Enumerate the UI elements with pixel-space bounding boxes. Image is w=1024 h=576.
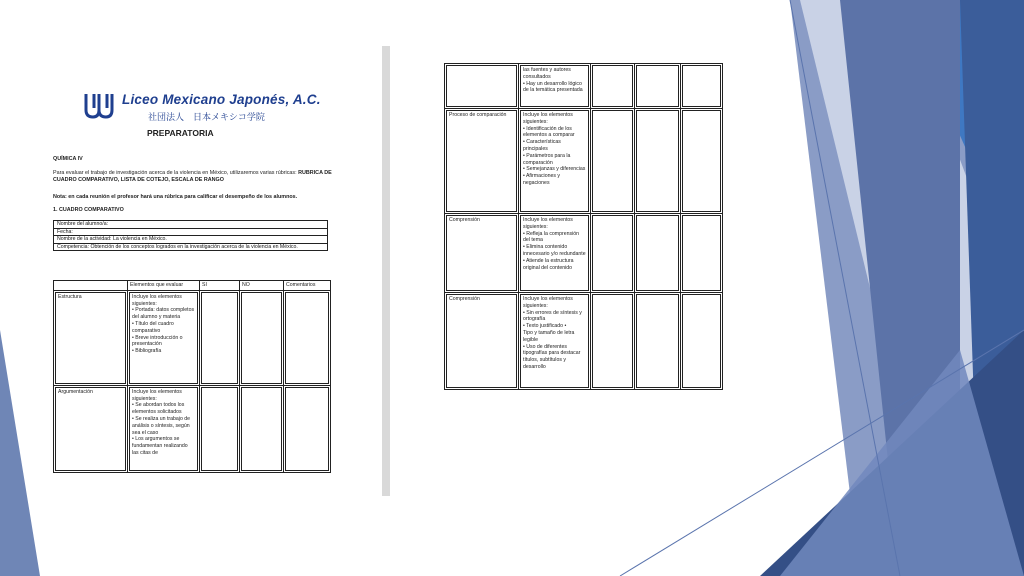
element-line: • Elimina contenido innecesario y/o redundante: [523, 244, 586, 257]
rubric-table-right: [444, 63, 723, 390]
criterion-cell: Comprensión: [446, 215, 517, 291]
school-logo-icon: [84, 90, 114, 120]
right-bright-shard: [900, 0, 1024, 280]
element-line: • Bibliografía: [132, 348, 162, 355]
info-row: Nombre de la actividad: La violencia en México.: [54, 236, 328, 244]
thin-diagonal-line-2: [790, 0, 900, 576]
element-line: • Sin errores de síntesis y ortografía: [523, 309, 582, 323]
subject-title: QUÍMICA IV: [53, 156, 83, 162]
elements-cell: [520, 215, 589, 291]
school-subtitle: 社団法人 日本メキシコ学院: [148, 112, 265, 122]
page-divider: [382, 46, 390, 496]
si-cell: [592, 110, 633, 212]
section-title: CUADRO COMPARATIVO: [59, 207, 124, 213]
element-line: • Breve introducción o presentación: [132, 334, 183, 348]
elements-cell: [129, 292, 198, 384]
left-edge-triangle: [0, 330, 40, 576]
header-cell: Comentarios: [284, 281, 331, 291]
note-paragraph: [53, 194, 335, 201]
element-line: Tipo y tamaño de letra legible: [523, 329, 575, 343]
note-text: en cada reunión el profesor hará una rúbrica para calificar el desempeño de los alumnos.: [68, 194, 298, 200]
elements-cell: [520, 294, 589, 388]
elements-cell: [520, 110, 589, 212]
element-line: • Hay un desarrollo lógico de la temática presentada: [523, 80, 583, 94]
element-line: • Se realiza un trabajo de análisis o síntesis, según sea el caso: [132, 415, 191, 436]
header-cell: SI: [200, 281, 240, 291]
document-page-right: [440, 60, 730, 390]
section-heading: [53, 207, 335, 214]
elements-cell: [129, 387, 198, 471]
element-line: Incluye los elementos siguientes:: [132, 293, 182, 307]
rubric-row: [54, 290, 331, 385]
element-line: • Texto justificado •: [523, 323, 567, 330]
comments-cell: [682, 294, 721, 388]
intro-paragraph: [53, 170, 335, 184]
info-row: Competencia: Obtención de los conceptos logrados en la investigación acerca de la violencia en México.: [54, 243, 328, 251]
element-line: • Atiende la estructura original del contenido: [523, 257, 574, 271]
element-line: • Afirmaciones y negaciones: [523, 173, 560, 186]
rubric-row: [54, 385, 331, 472]
rubric-row: [445, 214, 723, 293]
si-cell: [201, 387, 238, 471]
school-logo: [84, 88, 321, 124]
rubric-row: [445, 64, 723, 109]
lower-mid-triangle: [780, 350, 1024, 576]
comments-cell: [682, 110, 721, 212]
section-number: 1.: [53, 207, 58, 213]
comments-cell: [285, 292, 329, 384]
element-line: • Título del cuadro comparativo: [132, 320, 174, 334]
element-line: • Características principales: [523, 139, 561, 152]
header-cell: [54, 281, 128, 291]
comments-cell: [285, 387, 329, 471]
no-cell: [636, 215, 679, 291]
criterion-cell: Argumentación: [55, 387, 126, 471]
element-line: • Semejanzas y diferencias: [523, 166, 586, 173]
rubric-table-left: [53, 280, 331, 473]
element-line: Incluye los elementos siguientes:: [523, 112, 573, 125]
document-page-left: [48, 78, 338, 478]
rubric-row: [445, 293, 723, 390]
header-cell: Elementos que evaluar: [128, 281, 200, 291]
criterion-cell: Comprensión: [446, 294, 517, 388]
no-cell: [636, 294, 679, 388]
element-line: Incluye los elementos siguientes:: [523, 217, 573, 230]
info-row: Nombre del alumno/a:: [54, 221, 328, 229]
no-cell: [636, 65, 679, 107]
right-dark-shard: [840, 0, 960, 576]
element-line: • Refleja la comprensión del tema: [523, 230, 580, 244]
no-cell: [241, 292, 282, 384]
element-line: las fuentes y autores consultados: [523, 67, 571, 80]
si-cell: [592, 215, 633, 291]
intro-bold-text: RUBRICA DE CUADRO COMPARATIVO, LISTA DE COTEJO, ESCALA DE RANGO: [53, 170, 332, 184]
right-light-shard: [800, 0, 1024, 576]
level-title: PREPARATORIA: [147, 128, 214, 138]
student-info-table: [53, 220, 328, 251]
si-cell: [201, 292, 238, 384]
info-row: Fecha:: [54, 228, 328, 236]
si-cell: [592, 294, 633, 388]
rubric-header-row: [54, 281, 331, 291]
element-line: Incluye los elementos siguientes:: [132, 388, 182, 402]
header-cell: NO: [240, 281, 284, 291]
element-line: • Uso de diferentes tipografías para destacar títulos, subtítulos y desarrollo: [523, 343, 581, 370]
comments-cell: [682, 215, 721, 291]
si-cell: [592, 65, 633, 107]
element-line: • Parámetros para la comparación: [523, 152, 571, 166]
element-line: • Los argumentos se fundamentan realizando las citas de: [132, 436, 188, 456]
criterion-cell: [446, 65, 517, 107]
lower-dark-triangle: [760, 330, 1024, 576]
rubric-row: [445, 109, 723, 214]
no-cell: [241, 387, 282, 471]
comments-cell: [682, 65, 721, 107]
element-line: Incluye los elementos siguientes:: [523, 296, 573, 309]
right-deep-shard: [960, 0, 1024, 576]
right-background-panel: [790, 0, 1024, 576]
school-name: Liceo Mexicano Japonés, A.C.: [122, 92, 321, 107]
criterion-cell: Proceso de comparación: [446, 110, 517, 212]
no-cell: [636, 110, 679, 212]
intro-text: Para evaluar el trabajo de investigación acerca de la violencia en México, utilizaremos varias rúbricas:: [53, 170, 297, 176]
element-line: • Portada: datos completos del alumno y materia: [132, 307, 195, 321]
element-line: • Se abordan todos los elementos solicitados: [132, 402, 185, 416]
note-label: Nota:: [53, 194, 67, 200]
elements-cell: [520, 65, 589, 107]
criterion-cell: Estructura: [55, 292, 126, 384]
element-line: • Identificación de los elementos a comparar: [523, 125, 575, 139]
